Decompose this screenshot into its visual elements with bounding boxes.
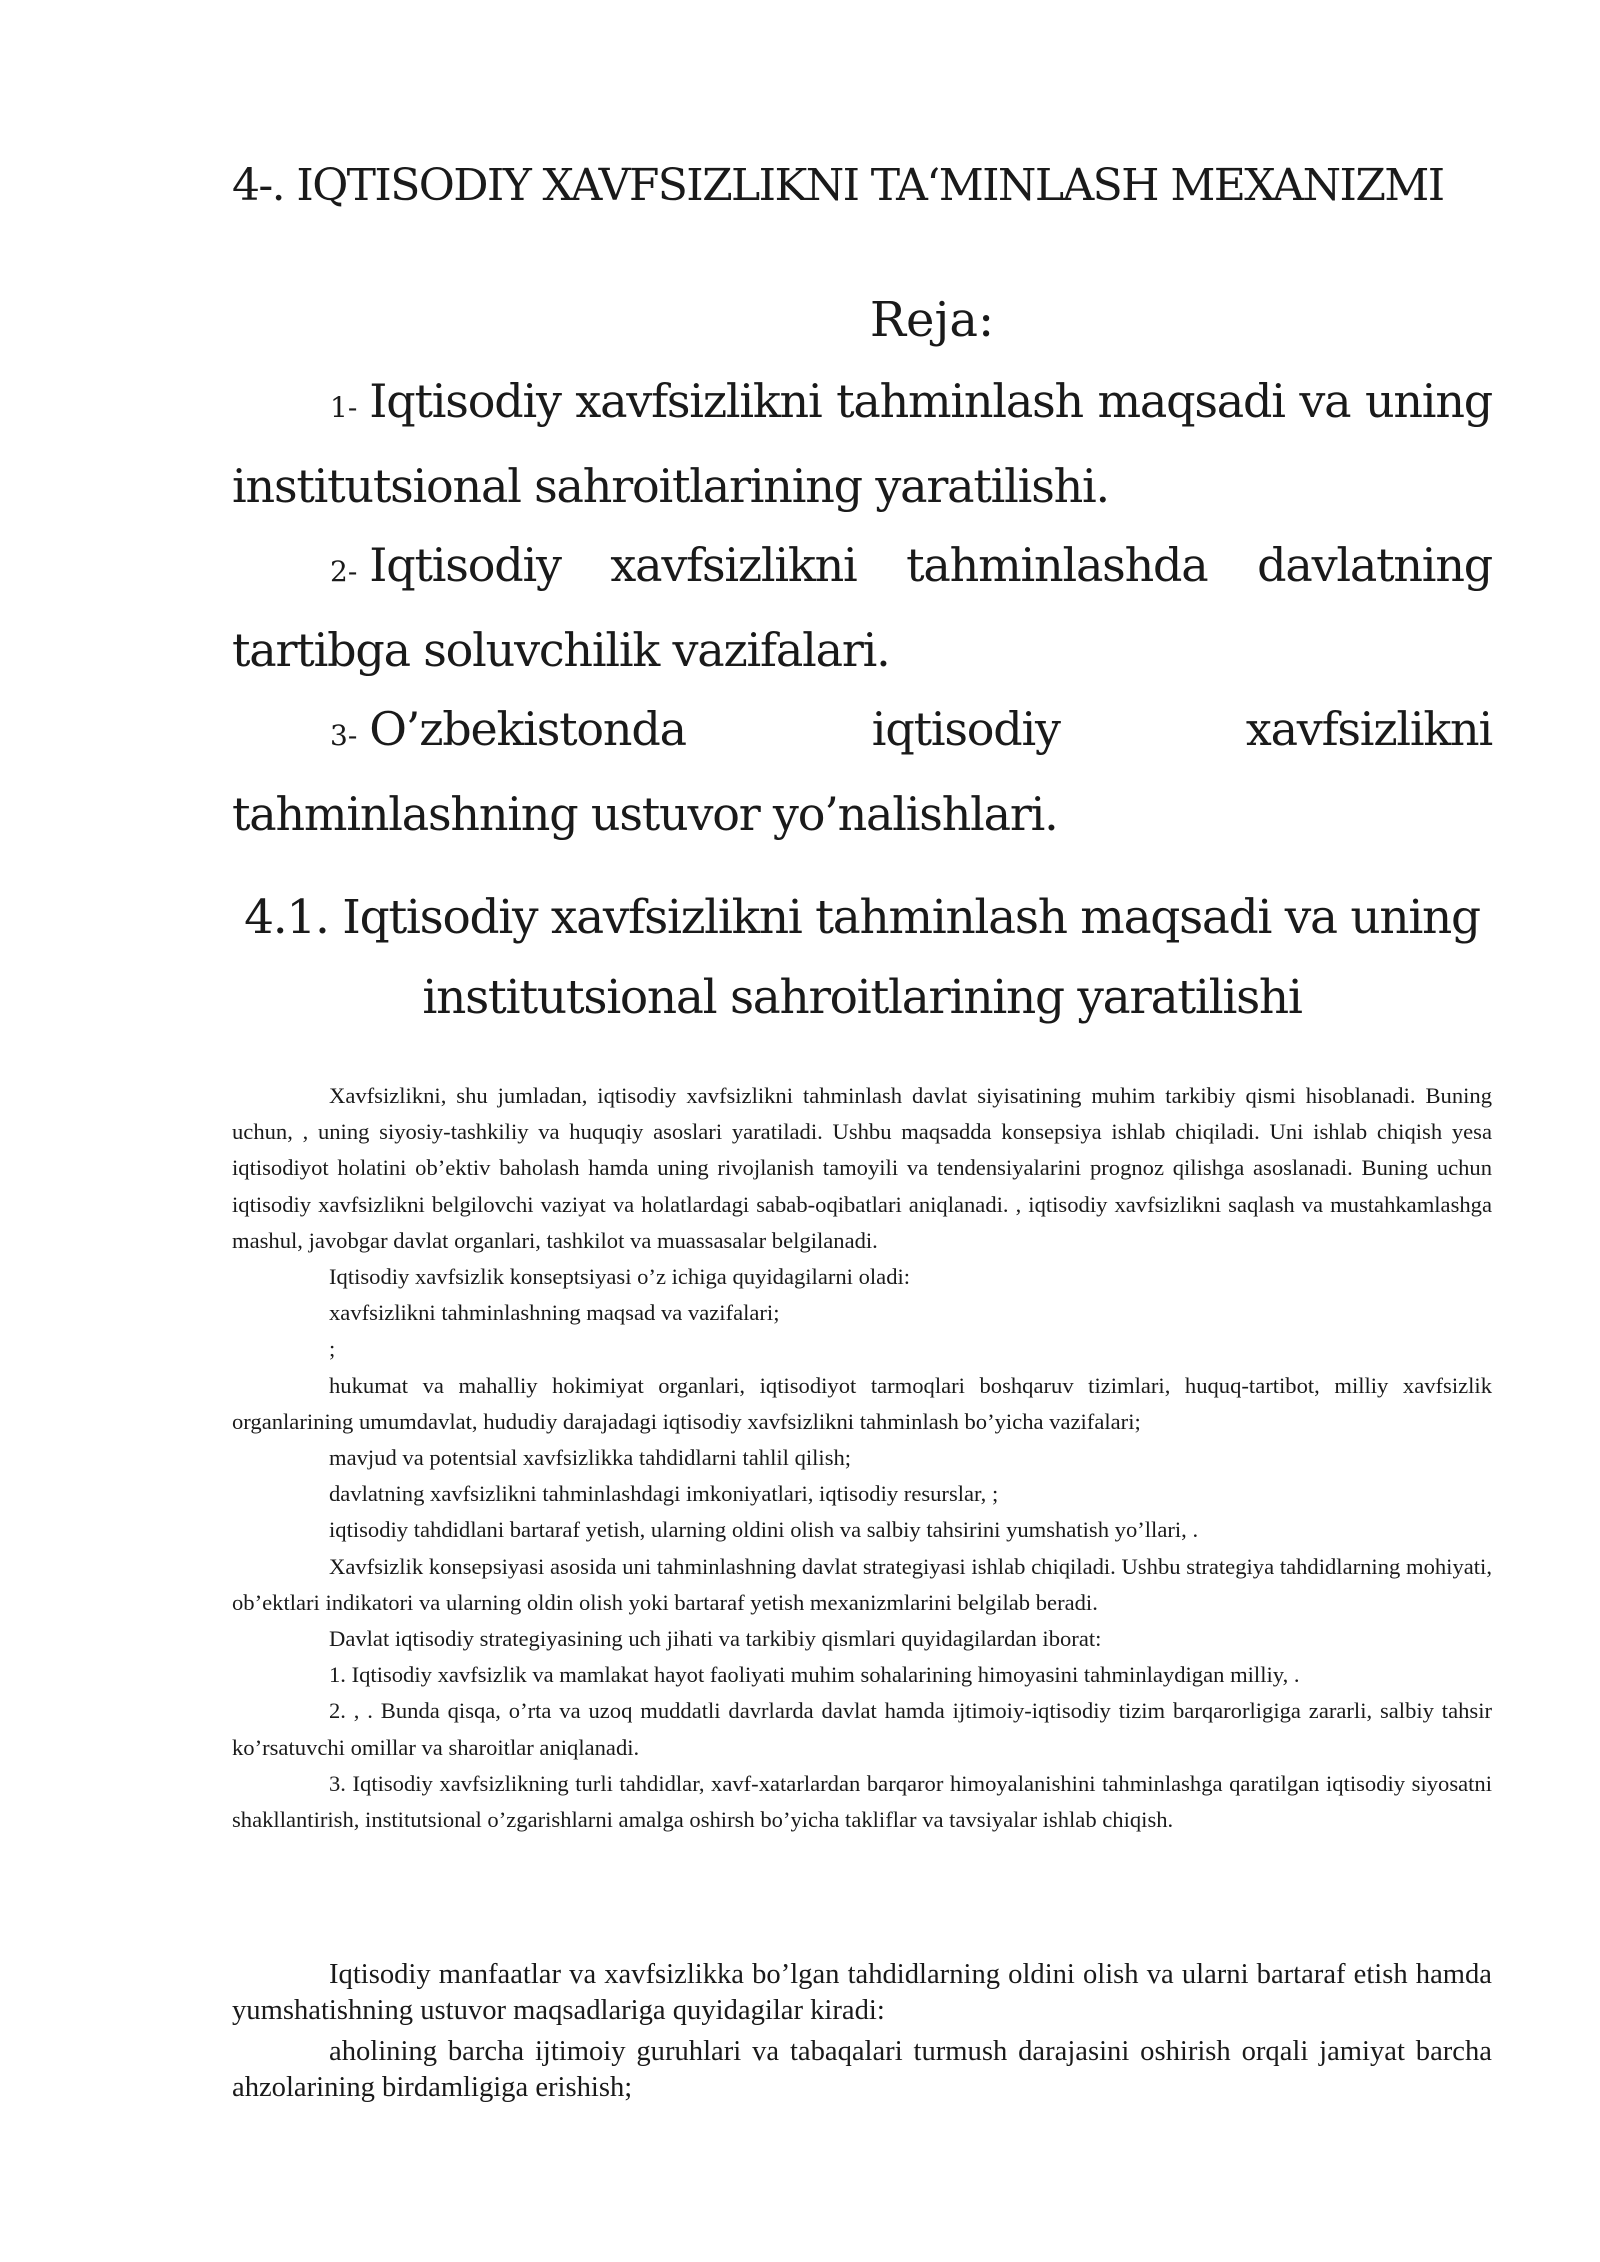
plan-list [232, 362, 1492, 854]
plan-item-text: O’zbekistonda iqtisodiy xavfsizlikni tahminlashning ustuvor yo’nalishlari. [232, 702, 1492, 841]
paragraph: Iqtisodiy manfaatlar va xavfsizlikka bo’lgan tahdidlarning oldini olish va ularni bartaraf etish hamda yumshatishning ustuvor maqsadlariga quyidagilar kiradi: [232, 1959, 1492, 2026]
section-title: 4.1. Iqtisodiy xavfsizlikni tahminlash maqsadi va uning institutsional sahroitlarining yaratilishi [244, 890, 1480, 1025]
paragraph: aholining barcha ijtimoiy guruhlari va tabaqalari turmush darajasini oshirish orqali jamiyat barcha ahzolarining birdamligiga erishish; [232, 2036, 1492, 2103]
paragraph: mavjud va potentsial xavfsizlikka tahdidlarni tahlil qilish; [329, 1445, 852, 1471]
paragraph: xavfsizlikni tahminlashning maqsad va vazifalari; [329, 1300, 780, 1326]
body-text-small [232, 1078, 1492, 1838]
paragraph: Xavfsizlikni, shu jumladan, iqtisodiy xavfsizlikni tahminlash davlat siyisatining muhim tarkibiy qismi hisoblanadi. Buning uchun, , uning siyosiy-tashkiliy va huquqiy asoslari yaratiladi. Ushbu maqsadda konsepsiya ishlab chiqiladi. Uni ishlab chiqish yesa iqtisodiyot holatini ob’ektiv baholash hamda uning rivojlanish tamoyili va tendensiyalarini prognoz qilishga asoslanadi. Buning uchun iqtisodiy xavfsizlikni belgilovchi vaziyat va holatlardagi sabab-oqibatlari aniqlanadi. , iqtisodiy xavfsizlikni saqlash va mustahkamlashga mashul, javobgar davlat organlari, tashkilot va muassasalar belgilanadi. [232, 1083, 1492, 1253]
paragraph: iqtisodiy tahdidlani bartaraf yetish, ularning oldini olish va salbiy tahsirini yumshatish yo’llari, . [329, 1517, 1199, 1543]
paragraph: Xavfsizlik konsepsiyasi asosida uni tahminlashning davlat strategiyasi ishlab chiqiladi. Ushbu strategiya tahdidlarning mohiyati, ob’ektlari indikatori va ularning oldin olish yoki bartaraf yetish mexanizmlarini belgilab beradi. [232, 1553, 1492, 1615]
paragraph: davlatning xavfsizlikni tahminlashdagi imkoniyatlari, iqtisodiy resurslar, ; [329, 1481, 999, 1507]
paragraph: Iqtisodiy xavfsizlik konseptsiyasi o’z ichiga quyidagilarni oladi: [329, 1264, 911, 1290]
plan-item [232, 690, 1492, 854]
paragraph: hukumat va mahalliy hokimiyat organlari, iqtisodiyot tarmoqlari boshqaruv tizimlari, huquq-tartibot, milliy xavfsizlik organlarining umumdavlat, hududiy darajadagi iqtisodiy xavfsizlikni tahminlash bo’yicha vazifalari; [232, 1372, 1492, 1434]
plan-item-text: Iqtisodiy xavfsizlikni tahminlash maqsadi va uning institutsional sahroitlarining yaratilishi. [232, 374, 1492, 513]
plan-heading: Reja: [869, 292, 995, 348]
plan-item-number: 2- [330, 555, 358, 588]
chapter-title: 4-. IQTISODIY XAVFSIZLIKNI TA‘MINLASH MEXANIZMI [232, 160, 1444, 211]
plan-item-number: 1- [330, 391, 358, 424]
body-text-large [232, 1957, 1492, 2111]
paragraph: 1. Iqtisodiy xavfsizlik va mamlakat hayot faoliyati muhim sohalarining himoyasini tahminlaydigan milliy, . [329, 1662, 1300, 1688]
plan-item [232, 526, 1492, 690]
paragraph: ; [329, 1336, 336, 1362]
paragraph: 3. Iqtisodiy xavfsizlikning turli tahdidlar, xavf-xatarlardan barqaror himoyalanishini tahminlashga qaratilgan iqtisodiy siyosatni shakllantirish, institutsional o’zgarishlarni amalga oshirsh bo’yicha takliflar va tavsiyalar ishlab chiqish. [232, 1770, 1492, 1833]
plan-item-number: 3- [330, 719, 358, 752]
paragraph: Davlat iqtisodiy strategiyasining uch jihati va tarkibiy qismlari quyidagilardan iborat: [329, 1626, 1102, 1652]
paragraph: 2. , . Bunda qisqa, o’rta va uzoq muddatli davrlarda davlat hamda ijtimoiy-iqtisodiy tizim barqarorligiga zararli, salbiy tahsir ko’rsatuvchi omillar va sharoitlar aniqlanadi. [232, 1698, 1492, 1760]
plan-item [232, 362, 1492, 526]
plan-item-text: Iqtisodiy xavfsizlikni tahminlashda davlatning tartibga soluvchilik vazifalari. [232, 538, 1492, 677]
